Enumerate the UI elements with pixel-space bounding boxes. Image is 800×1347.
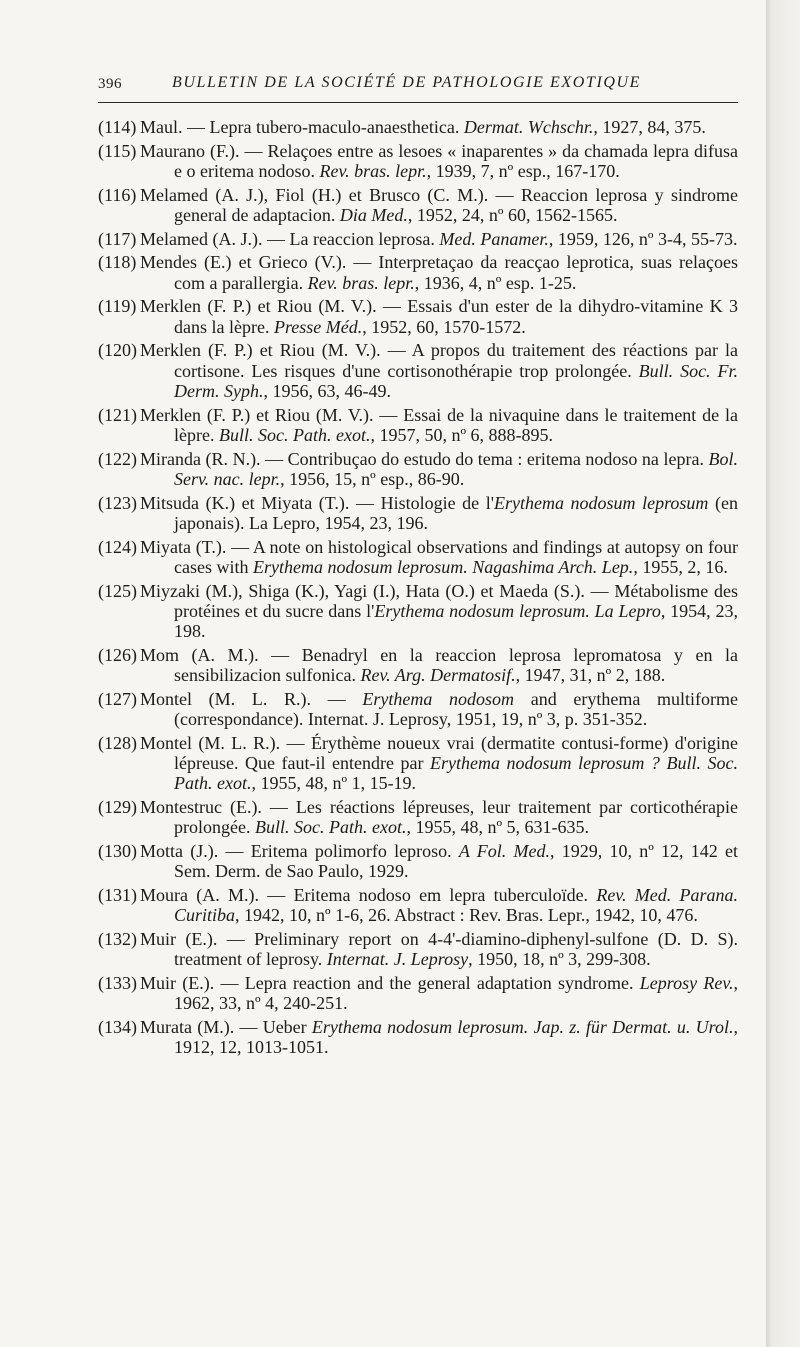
reference-entry	[98, 141, 738, 182]
reference-text	[140, 841, 738, 882]
reference-number: (130)	[98, 841, 137, 862]
reference-text	[140, 140, 738, 182]
reference-entry	[98, 493, 738, 534]
reference-text	[140, 797, 738, 838]
reference-details: , 1955, 2, 16.	[633, 556, 728, 577]
reference-number: (129)	[98, 797, 137, 818]
reference-authors-title: Montel (M. L. R.). — Érythème noueux vrai (dermatite contusi-forme) d'origine lépreuse. Que faut-il entendre par	[140, 732, 738, 774]
reference-details: , 1955, 48, nº 1, 15-19.	[251, 773, 417, 794]
reference-details: , 1936, 4, nº esp. 1-25.	[414, 272, 577, 293]
reference-details: , 1962, 33, nº 4, 240-251.	[174, 973, 738, 1014]
reference-entry	[98, 537, 738, 578]
reference-number: (118)	[98, 252, 137, 273]
reference-entry	[98, 797, 738, 838]
reference-journal: Erythema nodosum leprosum ? Bull. Soc. Path. exot.	[174, 753, 738, 794]
reference-journal: A Fol. Med.	[458, 841, 550, 862]
reference-entry	[98, 296, 738, 337]
reference-details: , 1939, 7, nº esp., 167-170.	[426, 160, 620, 181]
reference-number: (117)	[98, 228, 137, 249]
reference-text	[140, 644, 738, 686]
reference-authors-title: Maurano (F.). — Relaçoes entre as lesoes « inaparentes » da chamada lepra difusa e o eritema nodoso.	[140, 140, 738, 181]
page-header	[98, 70, 738, 100]
reference-entry	[98, 841, 738, 882]
reference-authors-title: Merklen (F. P.) et Riou (M. V.). — Essai de la nivaquine dans le traitement de la lèpre.	[140, 404, 738, 445]
reference-authors-title: Merklen (F. P.) et Riou (M. V.). — Essais d'un ester de la dihydro-vitamine K 3 dans la lèpre.	[140, 296, 738, 337]
reference-entry	[98, 252, 738, 293]
reference-journal: Rev. Med. Parana. Curitiba	[174, 885, 738, 926]
reference-text	[140, 340, 738, 401]
reference-journal: Bol. Serv. nac. lepr.	[174, 448, 738, 489]
reference-number: (115)	[98, 140, 137, 161]
reference-text	[140, 117, 738, 137]
reference-number: (133)	[98, 973, 137, 993]
reference-entry	[98, 973, 738, 1014]
reference-number: (125)	[98, 580, 137, 601]
reference-number: (131)	[98, 885, 137, 906]
reference-entry	[98, 885, 738, 926]
page-number: 396	[98, 76, 122, 92]
reference-entry	[98, 689, 738, 730]
reference-authors-title: Merklen (F. P.) et Riou (M. V.). — A propos du traitement des réactions par la cortisone. Les risques d'une cortisonothérapie trop prolongée.	[140, 340, 738, 381]
header-rule	[98, 102, 738, 103]
reference-text	[140, 929, 738, 970]
reference-details: , 1959, 126, nº 3-4, 55-73.	[548, 228, 738, 249]
reference-journal: Internat. J. Leprosy	[326, 949, 469, 970]
reference-number: (122)	[98, 448, 137, 469]
reference-details: and erythema multiforme (correspondance). Internat. J. Leprosy, 1951, 19, nº 3, p. 351-352.	[174, 688, 739, 730]
reference-details: , 1942, 10, nº 1-6, 26. Abstract : Rev. Bras. Lepr., 1942, 10, 476.	[235, 905, 698, 926]
reference-text	[140, 580, 739, 642]
reference-entry	[98, 185, 738, 226]
reference-text	[140, 732, 738, 794]
reference-text	[140, 228, 738, 249]
reference-journal: Erythema nodosum leprosum. Nagashima Arch. Lep.	[252, 556, 634, 577]
reference-authors-title: Miranda (R. N.). — Contribuçao do estudo do tema : eritema nodoso na lepra.	[140, 448, 709, 469]
reference-journal: Rev. Arg. Dermatosif.	[360, 665, 516, 686]
reference-journal: Bull. Soc. Fr. Derm. Syph.	[174, 360, 738, 401]
reference-details: , 1955, 48, nº 5, 631-635.	[406, 817, 590, 838]
reference-number: (126)	[98, 644, 137, 665]
reference-authors-title: Montel (M. L. R.). —	[140, 688, 363, 709]
reference-details: , 1957, 50, nº 6, 888-895.	[370, 424, 554, 445]
reference-number: (119)	[98, 296, 137, 317]
reference-entry	[98, 340, 738, 401]
reference-number: (128)	[98, 732, 137, 753]
reference-journal: Erythema nodosum leprosum. La Lepro	[374, 600, 661, 621]
reference-journal: Dermat. Wchschr.	[463, 117, 594, 137]
reference-text	[140, 296, 738, 337]
reference-details: , 1929, 10, nº 12, 142 et Sem. Derm. de Sao Paulo, 1929.	[174, 841, 738, 882]
reference-entry	[98, 405, 738, 446]
reference-details: , 1952, 24, nº 60, 1562-1565.	[407, 204, 618, 225]
reference-authors-title: Maul. — Lepra tubero-maculo-anaesthetica.	[140, 117, 464, 137]
reference-authors-title: Mitsuda (K.) et Miyata (T.). — Histologie de l'	[140, 492, 494, 513]
reference-text	[140, 536, 738, 578]
reference-number: (134)	[98, 1016, 137, 1037]
reference-details: , 1952, 60, 1570-1572.	[362, 316, 526, 337]
reference-journal: Erythema nodosum leprosum. Jap. z. für Dermat. u. Urol.	[311, 1016, 734, 1037]
reference-number: (116)	[98, 184, 137, 205]
page-edge	[766, 0, 800, 1347]
reference-entry	[98, 229, 738, 249]
reference-authors-title: Montestruc (E.). — Les réactions lépreuses, leur traitement par corticothérapie prolongée.	[140, 797, 738, 838]
reference-authors-title: Muir (E.). — Preliminary report on 4-4'-diamino-diphenyl-sulfone (D. D. S). treatment of leprosy.	[140, 929, 738, 970]
reference-journal: Erythema nodosom	[362, 688, 515, 709]
reference-authors-title: Mendes (E.) et Grieco (V.). — Interpretaçao da reacçao leprotica, suas relaçoes com a parallergia.	[140, 252, 738, 293]
reference-details: , 1912, 12, 1013-1051.	[174, 1016, 738, 1058]
reference-number: (114)	[98, 117, 137, 137]
reference-text	[140, 492, 738, 534]
reference-journal: Bull. Soc. Path. exot.	[254, 817, 407, 838]
reference-authors-title: Melamed (A. J.), Fiol (H.) et Brusco (C. M.). — Reaccion leprosa y sindrome general de adaptacion.	[140, 184, 738, 225]
reference-authors-title: Miyzaki (M.), Shiga (K.), Yagi (I.), Hata (O.) et Maeda (S.). — Métabolisme des protéines et du sucre dans l'	[140, 580, 738, 621]
reference-details: , 1947, 31, nº 2, 188.	[515, 665, 666, 686]
reference-journal: Dia Med.	[339, 204, 408, 225]
reference-text	[140, 252, 738, 293]
reference-number: (121)	[98, 404, 137, 425]
reference-journal: Med. Panamer.	[439, 228, 549, 249]
reference-journal: Rev. bras. lepr.	[307, 272, 415, 293]
reference-details: , 1950, 18, nº 3, 299-308.	[468, 949, 651, 970]
reference-entry	[98, 117, 738, 137]
reference-text	[140, 184, 738, 226]
reference-journal: Erythema nodosum leprosum	[493, 492, 709, 513]
reference-text	[140, 688, 739, 730]
reference-entry	[98, 645, 738, 686]
reference-authors-title: Miyata (T.). — A note on histological observations and findings at autopsy on four cases with	[140, 536, 738, 577]
reference-number: (120)	[98, 340, 137, 361]
reference-number: (124)	[98, 536, 137, 557]
reference-details: , 1956, 63, 46-49.	[263, 380, 391, 401]
reference-journal: Presse Méd.	[273, 316, 363, 337]
reference-authors-title: Motta (J.). — Eritema polimorfo leproso.	[140, 841, 459, 862]
reference-authors-title: Murata (M.). — Ueber	[140, 1016, 312, 1037]
reference-authors-title: Melamed (A. J.). — La reaccion leprosa.	[140, 228, 440, 249]
reference-number: (132)	[98, 929, 137, 950]
reference-authors-title: Moura (A. M.). — Eritema nodoso em lepra tuberculoïde.	[140, 885, 597, 906]
reference-journal: Leprosy Rev.	[639, 973, 734, 993]
reference-journal: Rev. bras. lepr.	[319, 160, 427, 181]
reference-entry	[98, 929, 738, 970]
reference-entry	[98, 581, 738, 642]
reference-details: , 1927, 84, 375.	[593, 117, 706, 137]
reference-text	[140, 448, 738, 490]
reference-details: , 1956, 15, nº esp., 86-90.	[280, 468, 465, 489]
running-title: BULLETIN DE LA SOCIÉTÉ DE PATHOLOGIE EXOTIQUE	[172, 74, 642, 91]
reference-text	[140, 885, 738, 926]
reference-text	[140, 404, 738, 446]
reference-number: (123)	[98, 492, 137, 513]
reference-text	[140, 1016, 738, 1058]
reference-journal: Bull. Soc. Path. exot.	[218, 424, 371, 445]
reference-authors-title: Muir (E.). — Lepra reaction and the general adaptation syndrome.	[140, 973, 640, 993]
reference-list	[98, 117, 738, 1061]
reference-text	[140, 973, 738, 1014]
reference-details: (en japonais). La Lepro, 1954, 23, 196.	[174, 492, 738, 533]
reference-entry	[98, 449, 738, 490]
reference-number: (127)	[98, 688, 137, 709]
reference-entry	[98, 1017, 738, 1058]
reference-details: , 1954, 23, 198.	[174, 600, 739, 642]
reference-authors-title: Mom (A. M.). — Benadryl en la reaccion leprosa lepromatosa y en la sensibilizacion sulfonica.	[140, 644, 738, 686]
reference-entry	[98, 733, 738, 794]
